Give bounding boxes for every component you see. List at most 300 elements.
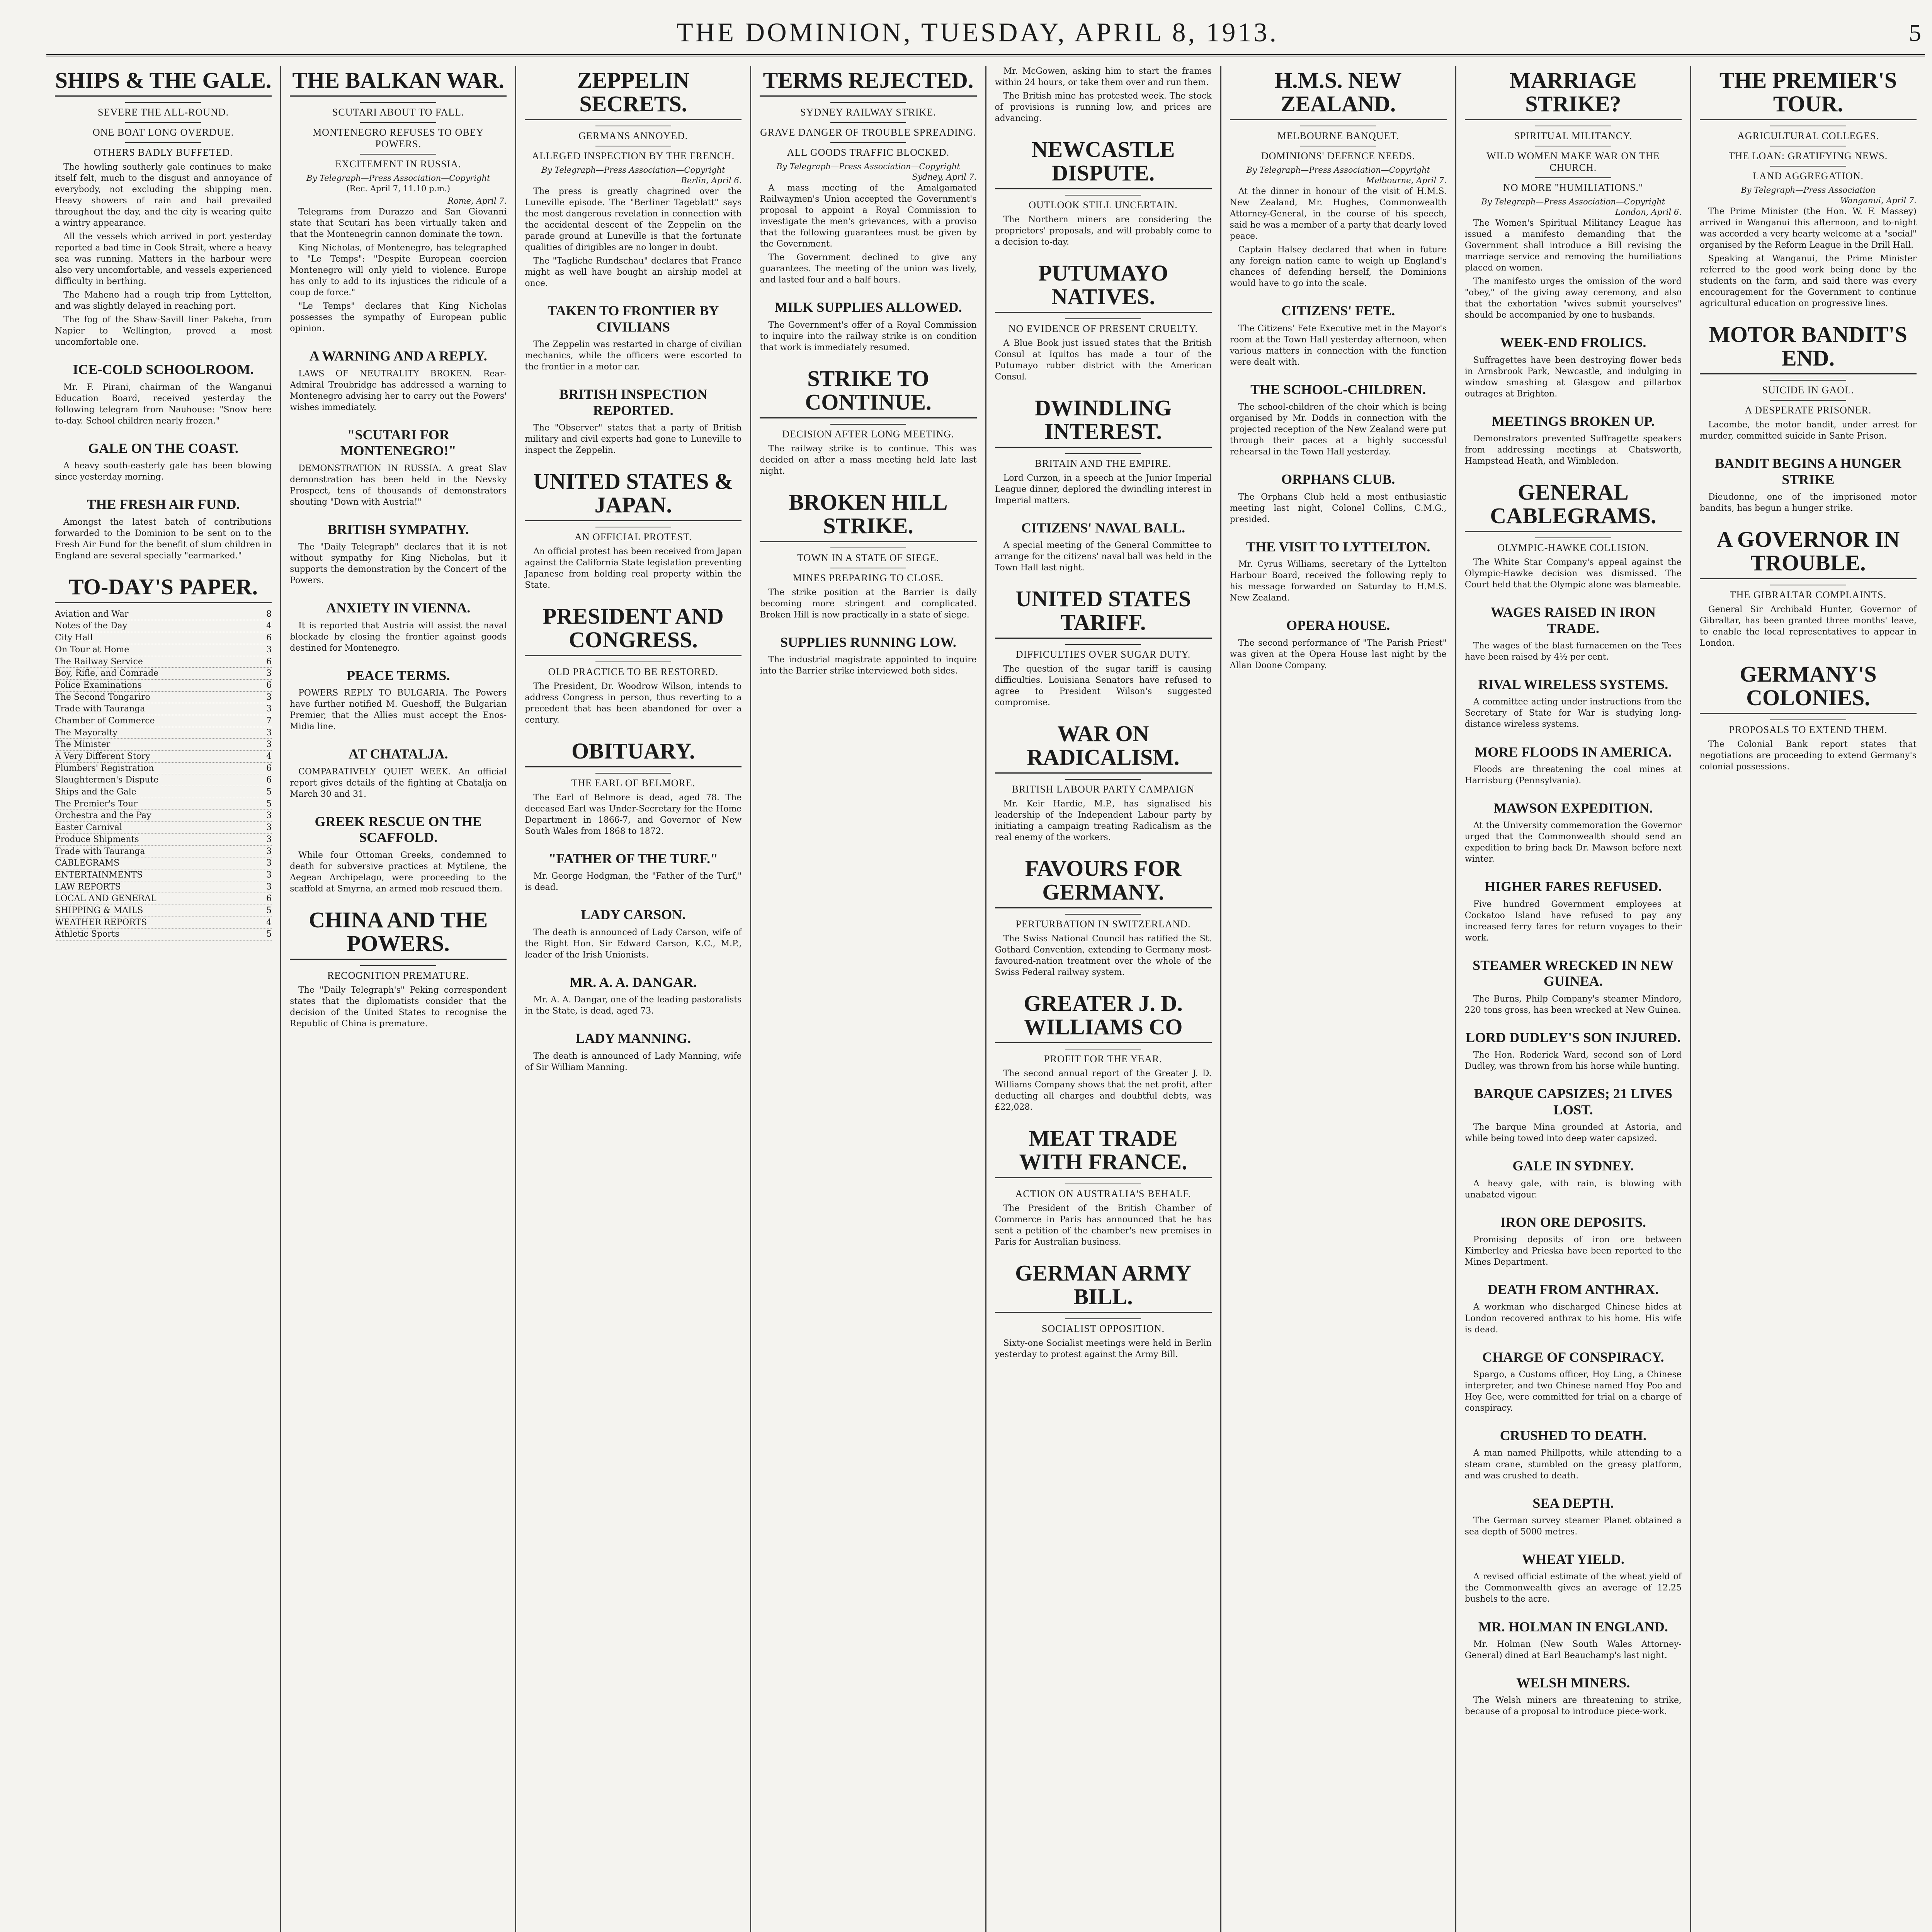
divider-rule xyxy=(1065,1318,1141,1319)
contents-label: Ships and the Gale xyxy=(55,787,136,797)
contents-row xyxy=(55,751,272,763)
subheading: A WARNING AND A REPLY. xyxy=(309,348,487,364)
subheading: GALE ON THE COAST. xyxy=(88,440,238,456)
divider-rule xyxy=(125,142,201,143)
divider-rule xyxy=(830,424,906,425)
byline: By Telegraph—Press Association—Copyright xyxy=(541,165,725,175)
article xyxy=(760,367,976,477)
article xyxy=(525,303,742,372)
article xyxy=(1465,604,1682,663)
article xyxy=(1230,471,1447,525)
newspaper-columns xyxy=(46,66,1925,1932)
article xyxy=(290,668,507,733)
paragraph: Speaking at Wanganui, the Prime Minister referred to the good work being done by the students on the farm, and said there was every encouragement for the Government to continue agricultural education on progressive lines. xyxy=(1699,254,1917,309)
paragraph: The White Star Company's appeal against the Olympic-Hawke decision was dismissed. The Court held that the Olympic alone was blameable. xyxy=(1464,558,1682,590)
article xyxy=(760,299,976,353)
article xyxy=(55,362,272,427)
subheading: MEETINGS BROKEN UP. xyxy=(1492,413,1655,429)
paragraph: The Women's Spiritual Militancy League has issued a manifesto demanding that the Government shall introduce a Bill revising the marriage service and removing the humiliations placed on women. xyxy=(1464,218,1682,273)
headline: DWINDLING INTEREST. xyxy=(995,396,1212,448)
subheading: LADY CARSON. xyxy=(581,907,686,923)
paragraph: Mr. Keir Hardie, M.P., has signalised his leadership of the Independent Labour party by initiating a campaign treating Radicalism as the real enemy of the workers. xyxy=(995,799,1212,843)
subheading: AT CHATALJA. xyxy=(349,746,448,762)
deck-line: NO MORE "HUMILIATIONS." xyxy=(1503,182,1643,193)
subheading: LORD DUDLEY'S SON INJURED. xyxy=(1466,1029,1681,1045)
article xyxy=(1465,1030,1682,1072)
contents-label: SHIPPING & MAILS xyxy=(55,905,143,915)
byline: By Telegraph—Press Association—Copyright xyxy=(1481,197,1665,206)
subheading: SEA DEPTH. xyxy=(1532,1495,1614,1511)
deck-line: PERTURBATION IN SWITZERLAND. xyxy=(1015,918,1191,930)
article xyxy=(290,427,507,508)
paragraph: DEMONSTRATION IN RUSSIA. A great Slav demonstration has been held in the Nevsky Prospect, tens of thousands of demonstrators shouting "Down with Austria!" xyxy=(290,463,507,507)
paragraph: The press is greatly chagrined over the Luneville episode. The "Berliner Tageblatt" says the most dangerous revelation in connection with the accidental descent of the Zeppelin on the parade ground at Luneville is that the fortunate qualities of dirigibles are no longer in doubt. xyxy=(525,187,742,253)
article xyxy=(55,440,272,483)
article xyxy=(525,69,742,289)
deck-line: ACTION ON AUSTRALIA'S BEHALF. xyxy=(1015,1188,1191,1199)
paragraph: Mr. F. Pirani, chairman of the Wanganui Education Board, received yesterday the following telegram from Nauhouse: "Snow here to-day. School children nearly frozen." xyxy=(55,382,272,426)
article xyxy=(1465,800,1682,865)
article xyxy=(1465,413,1682,467)
headline: OBITUARY. xyxy=(525,740,742,767)
byline: By Telegraph—Press Association—Copyright xyxy=(1246,165,1430,175)
paragraph: Mr. A. A. Dangar, one of the leading pastoralists in the State, is dead, aged 73. xyxy=(525,995,742,1016)
article xyxy=(55,575,272,940)
subheading: HIGHER FARES REFUSED. xyxy=(1485,879,1662,895)
paragraph: The President of the British Chamber of Commerce in Paris has announced that he has sent a petition of the chamber's new premises in Paris for Australian business. xyxy=(995,1203,1212,1247)
divider-rule xyxy=(360,154,436,155)
paragraph: Telegrams from Durazzo and San Giovanni state that Scutari has been virtually taken and that the Montenegrin cannon dominate the town. xyxy=(290,207,507,240)
article xyxy=(525,605,742,726)
contents-row xyxy=(55,727,272,739)
subheading: THE VISIT TO LYTTELTON. xyxy=(1246,539,1430,554)
contents-label: Notes of the Day xyxy=(55,621,128,631)
paragraph: The British mine has protested week. The stock of provisions is running low, and prices are advancing. xyxy=(995,91,1212,124)
paragraph: The railway strike is to continue. This was decided on after a mass meeting held late last night. xyxy=(760,444,977,476)
paragraph: The President, Dr. Woodrow Wilson, intends to address Congress in person, thus reverting to a precedent that has been abandoned for over a century. xyxy=(525,681,742,725)
subheading: WHEAT YIELD. xyxy=(1522,1551,1625,1567)
headline: PRESIDENT AND CONGRESS. xyxy=(525,605,742,656)
deck-line: MONTENEGRO REFUSES TO OBEY POWERS. xyxy=(313,126,484,150)
deck-line: MELBOURNE BANQUET. xyxy=(1277,130,1399,141)
paragraph: The Burns, Philp Company's steamer Mindoro, 220 tons gross, has been wrecked at New Guinea. xyxy=(1464,994,1682,1015)
paragraph: The Swiss National Council has ratified the St. Gothard Convention, extending to Germany most-favoured-nation treatment over the whole of the Swiss Federal railway system. xyxy=(995,934,1212,977)
deck-line: DOMINIONS' DEFENCE NEEDS. xyxy=(1261,150,1415,162)
subheading: THE FRESH AIR FUND. xyxy=(87,497,240,512)
contents-row xyxy=(55,656,272,668)
paragraph: Mr. Holman (New South Wales Attorney-General) dined at Earl Beauchamp's last night. xyxy=(1464,1639,1682,1660)
subheading: MR. A. A. DANGAR. xyxy=(570,974,697,990)
deck-line: SOCIALIST OPPOSITION. xyxy=(1042,1323,1165,1334)
subheading: CRUSHED TO DEATH. xyxy=(1500,1428,1646,1444)
deck-line: WILD WOMEN MAKE WAR ON THE CHURCH. xyxy=(1486,150,1660,173)
contents-row xyxy=(55,929,272,940)
subheading: GREEK RESCUE ON THE SCAFFOLD. xyxy=(315,813,482,845)
headline: UNITED STATES TARIFF. xyxy=(995,587,1212,639)
divider-rule xyxy=(830,102,906,103)
divider-rule xyxy=(1770,400,1846,401)
paragraph: The Maheno had a rough trip from Lyttelton, and was slightly delayed in reaching port. xyxy=(55,290,272,311)
article xyxy=(995,857,1212,978)
byline: By Telegraph—Press Association—Copyright xyxy=(776,162,960,171)
contents-label: The Railway Service xyxy=(55,656,143,667)
article xyxy=(995,520,1212,573)
article xyxy=(760,69,976,286)
article xyxy=(290,348,507,413)
article xyxy=(995,396,1212,506)
deck-line: ONE BOAT LONG OVERDUE. xyxy=(92,126,234,138)
deck-line: DIFFICULTIES OVER SUGAR DUTY. xyxy=(1015,649,1191,660)
paragraph: The Citizens' Fete Executive met in the Mayor's room at the Town Hall yesterday afternoon, when various matters in connection with the function were dealt with. xyxy=(1230,323,1447,367)
article xyxy=(290,69,507,334)
contents-label: Orchestra and the Pay xyxy=(55,811,151,821)
article xyxy=(1465,1086,1682,1144)
contents-label: On Tour at Home xyxy=(55,645,129,655)
article xyxy=(995,1262,1212,1360)
article xyxy=(1465,1282,1682,1335)
contents-page: 3 xyxy=(266,668,272,679)
article xyxy=(525,386,742,456)
paragraph: The second performance of "The Parish Priest" was given at the Opera House last night by the Allan Doone Company. xyxy=(1230,638,1447,670)
paragraph: The Government's offer of a Royal Commission to inquire into the railway strike is on condition that work is immediately resumed. xyxy=(760,320,977,352)
contents-label: Easter Carnival xyxy=(55,823,122,833)
article xyxy=(290,746,507,799)
paragraph: Mr. Cyrus Williams, secretary of the Lyttelton Harbour Board, received the following reply to his message forwarded on Saturday to H.M.S. New Zealand. xyxy=(1230,560,1447,603)
paragraph: The Zeppelin was restarted in charge of civilian mechanics, while the officers were escorted to the frontier in a motor car. xyxy=(525,340,742,372)
headline: CHINA AND THE POWERS. xyxy=(290,908,507,960)
paragraph: Captain Halsey declared that when in future any foreign nation came to weigh up England's chances of defending herself, the Dominions would have to go into the scale. xyxy=(1230,245,1447,289)
contents-row xyxy=(55,881,272,893)
paragraph: Mr. George Hodgman, the "Father of the Turf," is dead. xyxy=(525,871,742,893)
divider-rule xyxy=(360,965,436,966)
headline: UNITED STATES & JAPAN. xyxy=(525,470,742,521)
dateline: London, April 6. xyxy=(1615,207,1682,217)
column-1 xyxy=(46,66,281,1932)
headline: GENERAL CABLEGRAMS. xyxy=(1465,481,1682,532)
subheading: IRON ORE DEPOSITS. xyxy=(1500,1214,1646,1230)
deck-line: A DESPERATE PRISONER. xyxy=(1745,405,1872,416)
paragraph: The Earl of Belmore is dead, aged 78. The deceased Earl was Under-Secretary for the Home Department in 1866-7, and Governor of New South Wales from 1868 to 1872. xyxy=(525,793,742,836)
contents-label: The Minister xyxy=(55,740,111,750)
article xyxy=(995,1127,1212,1248)
dateline: Melbourne, April 7. xyxy=(1366,176,1447,185)
divider-rule xyxy=(830,122,906,123)
contents-row xyxy=(55,774,272,786)
article xyxy=(760,634,976,677)
headline: TERMS REJECTED. xyxy=(760,69,976,97)
divider-rule xyxy=(1065,914,1141,915)
divider-rule xyxy=(360,102,436,103)
deck-line: MINES PREPARING TO CLOSE. xyxy=(793,572,944,583)
masthead xyxy=(46,12,1925,56)
paragraph: COMPARATIVELY QUIET WEEK. An official report gives details of the fighting at Chatalja on March 30 and 31. xyxy=(290,767,507,799)
article xyxy=(1700,528,1917,649)
subheading: ICE-COLD SCHOOLROOM. xyxy=(73,362,254,378)
subheading: CITIZENS' NAVAL BALL. xyxy=(1021,520,1185,536)
contents-page: 6 xyxy=(266,633,272,643)
article xyxy=(995,992,1212,1113)
contents-row xyxy=(55,857,272,869)
subheading: BRITISH SYMPATHY. xyxy=(327,521,469,537)
article xyxy=(1700,663,1917,772)
paragraph: The death is announced of Lady Carson, wife of the Right Hon. Sir Edward Carson, K.C., M.P., leader of the Irish Unionists. xyxy=(525,927,742,960)
paragraph: The manifesto urges the omission of the word "obey," of the giving away ceremony, and also that the exhortation "wives submit yourselves" should be accompanied by one to husbands. xyxy=(1464,277,1682,320)
headline: GREATER J. D. WILLIAMS CO xyxy=(995,992,1212,1043)
paragraph: Spargo, a Customs officer, Hoy Ling, a Chinese interpreter, and two Chinese named Hoy Poo and Hoy Gee, were committed for trial on a charge of conspiracy. xyxy=(1464,1369,1682,1413)
deck-line: SYDNEY RAILWAY STRIKE. xyxy=(800,106,936,118)
contents-page: 3 xyxy=(266,858,272,868)
contents-row xyxy=(55,703,272,715)
deck-line: THE LOAN: GRATIFYING NEWS. xyxy=(1728,150,1888,162)
article xyxy=(1465,69,1682,321)
paragraph: It is reported that Austria will assist the naval blockade by closing the frontier against goods destined for Montenegro. xyxy=(290,621,507,653)
deck-line: SUICIDE IN GAOL. xyxy=(1762,384,1854,396)
column-2 xyxy=(281,66,516,1932)
column-7 xyxy=(1456,66,1691,1932)
headline: TO-DAY'S PAPER. xyxy=(55,575,272,603)
deck-line: PROPOSALS TO EXTEND THEM. xyxy=(1729,724,1888,735)
contents-row xyxy=(55,620,272,632)
paragraph: The industrial magistrate appointed to inquire into the Barrier strike interviewed both sides. xyxy=(760,655,977,676)
contents-row xyxy=(55,834,272,846)
paragraph: General Sir Archibald Hunter, Governor of Gibraltar, has been granted three months' leave, to enable the local representatives to appear in London. xyxy=(1699,604,1917,648)
paragraph: The Colonial Bank report states that negotiations are proceeding to extend Germany's colonial possessions. xyxy=(1699,739,1917,772)
headline: SHIPS & THE GALE. xyxy=(55,69,272,97)
headline: NEWCASTLE DISPUTE. xyxy=(995,138,1212,189)
subheading: MORE FLOODS IN AMERICA. xyxy=(1475,744,1672,760)
contents-row xyxy=(55,609,272,621)
paragraph: The death is announced of Lady Manning, wife of Sir William Manning. xyxy=(525,1051,742,1072)
paragraph: POWERS REPLY TO BULGARIA. The Powers have further notified M. Gueshoff, the Bulgarian Premier, that the Allies must accept the Enos-Midia line. xyxy=(290,688,507,732)
paragraph: Mr. McGowen, asking him to start the frames within 24 hours, or take them over and run them. xyxy=(995,66,1212,88)
article xyxy=(1230,303,1447,368)
contents-page: 3 xyxy=(266,870,272,880)
subheading: CITIZENS' FETE. xyxy=(1281,303,1395,319)
column-4 xyxy=(751,66,986,1932)
contents-label: The Premier's Tour xyxy=(55,799,138,809)
deck-line: AN OFFICIAL PROTEST. xyxy=(574,531,692,543)
deck-line: LAND AGGREGATION. xyxy=(1752,170,1864,182)
headline: GERMAN ARMY BILL. xyxy=(995,1262,1212,1313)
paragraph: The second annual report of the Greater J. D. Williams Company shows that the net profit, after deducting all charges and doubtful debts, was £22,028. xyxy=(995,1068,1212,1112)
subheading: MILK SUPPLIES ALLOWED. xyxy=(774,299,962,315)
contents-label: City Hall xyxy=(55,633,93,643)
divider-rule xyxy=(1065,318,1141,319)
article xyxy=(290,814,507,895)
contents-page: 4 xyxy=(266,752,272,762)
contents-row xyxy=(55,632,272,644)
divider-rule xyxy=(1535,177,1611,178)
deck-line: PROFIT FOR THE YEAR. xyxy=(1044,1053,1162,1065)
article xyxy=(1230,382,1447,458)
divider-rule xyxy=(1065,644,1141,645)
subheading: TAKEN TO FRONTIER BY CIVILIANS xyxy=(548,303,719,335)
divider-rule xyxy=(830,142,906,143)
deck-line: THE EARL OF BELMORE. xyxy=(571,777,696,789)
article xyxy=(995,138,1212,248)
article xyxy=(55,69,272,348)
subheading: MR. HOLMAN IN ENGLAND. xyxy=(1478,1619,1668,1634)
deck-line: NO EVIDENCE OF PRESENT CRUELTY. xyxy=(1008,323,1198,334)
article xyxy=(525,740,742,837)
paragraph: Sixty-one Socialist meetings were held in Berlin yesterday to protest against the Army Bill. xyxy=(995,1338,1212,1359)
paragraph: A committee acting under instructions from the Secretary of State for War is studying long-distance wireless systems. xyxy=(1464,697,1682,730)
headline: BROKEN HILL STRIKE. xyxy=(760,491,976,542)
contents-label: Trade with Tauranga xyxy=(55,704,145,714)
contents-row xyxy=(55,786,272,798)
deck-line: RECOGNITION PREMATURE. xyxy=(327,969,469,981)
article xyxy=(1465,1428,1682,1481)
contents-label: LOCAL AND GENERAL xyxy=(55,894,156,904)
article xyxy=(525,907,742,960)
contents-label: The Mayoralty xyxy=(55,728,118,738)
paragraph: The Orphans Club held a most enthusiastic meeting last night, Colonel Collins, C.M.G., presided. xyxy=(1230,492,1447,524)
contents-page: 6 xyxy=(266,894,272,904)
article xyxy=(1465,1619,1682,1661)
article xyxy=(995,587,1212,708)
contents-row xyxy=(55,917,272,929)
received-time: (Rec. April 7, 11.10 p.m.) xyxy=(346,184,451,194)
contents-page: 8 xyxy=(266,609,272,619)
contents-label: ENTERTAINMENTS xyxy=(55,870,143,880)
paragraph: While four Ottoman Greeks, condemned to death for subversive practices at Mytilene, the Aegean Archipelago, were proceeding to the scaffold at Smyrna, an armed mob rescued them. xyxy=(290,850,507,894)
contents-page: 4 xyxy=(266,621,272,631)
contents-label: Trade with Tauranga xyxy=(55,846,145,856)
contents-page: 4 xyxy=(266,917,272,927)
contents-label: A Very Different Story xyxy=(55,752,150,762)
paragraph: Floods are threatening the coal mines at Harrisburg (Pennsylvania). xyxy=(1464,764,1682,786)
contents-row xyxy=(55,869,272,881)
newspaper-title: THE DOMINION, TUESDAY, APRIL 8, 1913. xyxy=(677,18,1279,48)
paragraph: A workman who discharged Chinese hides at London recovered anthrax to his home. His wife is dead. xyxy=(1464,1302,1682,1335)
deck-line: AGRICULTURAL COLLEGES. xyxy=(1737,130,1879,141)
deck-line: BRITISH LABOUR PARTY CAMPAIGN xyxy=(1012,783,1195,795)
contents-label: Slaughtermen's Dispute xyxy=(55,775,159,785)
article xyxy=(995,722,1212,843)
paragraph: A revised official estimate of the wheat yield of the Commonwealth gives an average of 12.25 bushels to the acre. xyxy=(1464,1572,1682,1604)
contents-page: 3 xyxy=(266,645,272,655)
contents-label: Police Examinations xyxy=(55,680,142,690)
contents-page: 3 xyxy=(266,704,272,714)
deck-line: OLYMPIC-HAWKE COLLISION. xyxy=(1497,542,1649,554)
subheading: STEAMER WRECKED IN NEW GUINEA. xyxy=(1473,957,1674,989)
headline: THE BALKAN WAR. xyxy=(290,69,507,97)
subheading: RIVAL WIRELESS SYSTEMS. xyxy=(1478,677,1668,692)
contents-page: 6 xyxy=(266,680,272,690)
article xyxy=(1465,1551,1682,1605)
article xyxy=(55,497,272,561)
contents-page: 6 xyxy=(266,656,272,667)
article xyxy=(1465,1675,1682,1717)
contents-page: 7 xyxy=(266,716,272,726)
contents-page: 5 xyxy=(266,905,272,915)
article xyxy=(525,851,742,893)
paragraph: At the University commemoration the Governor urged that the Commonwealth should send an expedition to bring back Dr. Mawson before next winter. xyxy=(1464,821,1682,864)
article xyxy=(1700,323,1917,442)
paragraph: Five hundred Government employees at Cockatoo Island have refused to pay any increased ferry fares for return voyages to their work. xyxy=(1464,899,1682,943)
subheading: SUPPLIES RUNNING LOW. xyxy=(780,634,956,650)
contents-label: Boy, Rifle, and Comrade xyxy=(55,668,159,679)
column-6 xyxy=(1221,66,1456,1932)
paragraph: All the vessels which arrived in port yesterday reported a bad time in Cook Strait, where a heavy sea was running. Matters in the harbour were also very uncomfortable, and vessels experienced difficulty in berthing. xyxy=(55,232,272,287)
contents-row xyxy=(55,692,272,704)
paragraph: "Le Temps" declares that King Nicholas possesses the sympathy of European public opinion. xyxy=(290,301,507,334)
headline: ZEPPELIN SECRETS. xyxy=(525,69,742,120)
deck-line: OTHERS BADLY BUFFETED. xyxy=(94,146,233,158)
column-3 xyxy=(516,66,751,1932)
headline: A GOVERNOR IN TROUBLE. xyxy=(1700,528,1917,579)
contents-label: Plumbers' Registration xyxy=(55,763,154,773)
paragraph: A special meeting of the General Committee to arrange for the citizens' naval ball was held in the Town Hall last night. xyxy=(995,541,1212,573)
contents-row xyxy=(55,739,272,751)
divider-rule xyxy=(1065,453,1141,454)
deck-line: SCUTARI ABOUT TO FALL. xyxy=(332,106,464,118)
deck-line: ALLEGED INSPECTION BY THE FRENCH. xyxy=(532,150,735,162)
divider-rule xyxy=(1770,166,1846,167)
paragraph: The school-children of the choir which is being organised by Mr. Dodds in connection with the projected reception of the New Zealand were put through their paces at a highly successful rehearsal in the Town Hall yesterday. xyxy=(1230,402,1447,457)
subheading: WAGES RAISED IN IRON TRADE. xyxy=(1490,604,1656,636)
paragraph: The barque Mina grounded at Astoria, and while being towed into deep water capsized. xyxy=(1464,1122,1682,1144)
divider-rule xyxy=(125,122,201,123)
subheading: WELSH MINERS. xyxy=(1516,1675,1630,1690)
column-8 xyxy=(1691,66,1925,1932)
paragraph: The Hon. Roderick Ward, second son of Lord Dudley, was thrown from his horse while hunting. xyxy=(1464,1050,1682,1071)
headline: WAR ON RADICALISM. xyxy=(995,722,1212,774)
subheading: LADY MANNING. xyxy=(575,1031,691,1046)
article xyxy=(1700,456,1917,514)
paragraph: A heavy south-easterly gale has been blowing since yesterday morning. xyxy=(55,461,272,482)
paragraph: The Government declined to give any guarantees. The meeting of the union was lively, and lasted four and a half hours. xyxy=(760,253,977,285)
headline: MARRIAGE STRIKE? xyxy=(1465,69,1682,120)
contents-page: 3 xyxy=(266,728,272,738)
article xyxy=(995,66,1212,124)
paragraph: The "Tagliche Rundschau" declares that France might as well have bought an airship model at once. xyxy=(525,256,742,289)
paragraph: At the dinner in honour of the visit of H.M.S. New Zealand, Mr. Hughes, Commonwealth Attorney-General, in the course of his speech, said he was a member of a party that dearly loved peace. xyxy=(1230,187,1447,242)
contents-label: CABLEGRAMS xyxy=(55,858,120,868)
subheading: OPERA HOUSE. xyxy=(1286,617,1390,633)
contents-label: Chamber of Commerce xyxy=(55,716,155,726)
contents-row xyxy=(55,763,272,775)
column-5 xyxy=(986,66,1221,1932)
paragraph: Demonstrators prevented Suffragette speakers from addressing meetings at Chatsworth, Hampstead Heath, and Wimbledon. xyxy=(1464,434,1682,466)
article xyxy=(290,522,507,587)
paragraph: The "Daily Telegraph" declares that it is not without sympathy for King Nicholas, but it supports the demonstration by the Concert of the Powers. xyxy=(290,542,507,586)
contents-page: 5 xyxy=(266,929,272,939)
subheading: BARQUE CAPSIZES; 21 LIVES LOST. xyxy=(1474,1086,1672,1117)
paragraph: King Nicholas, of Montenegro, has telegraphed to "Le Temps": "Despite European coercion Montenegro will only yield to violence. Europe has only to add to its injustices the ridicule of a coup de force." xyxy=(290,243,507,298)
headline: H.M.S. NEW ZEALAND. xyxy=(1230,69,1447,120)
paragraph: The Northern miners are considering the proprietors' proposals, and will probably come to a decision to-day. xyxy=(995,214,1212,247)
paragraph: Lord Curzon, in a speech at the Junior Imperial League dinner, deplored the dwindling interest in Imperial matters. xyxy=(995,473,1212,505)
contents-row xyxy=(55,905,272,917)
paragraph: The question of the sugar tariff is causing difficulties. Louisiana Senators have refused to agree to President Wilson's suggested compromise. xyxy=(995,664,1212,708)
paragraph: Dieudonne, one of the imprisoned motor bandits, has begun a hunger strike. xyxy=(1699,492,1917,513)
contents-page: 3 xyxy=(266,846,272,856)
paragraph: LAWS OF NEUTRALITY BROKEN. Rear-Admiral Troubridge has addressed a warning to Montenegro advising her to carry out the Powers' wishes immediately. xyxy=(290,369,507,412)
paragraph: The wages of the blast furnacemen on the Tees have been raised by 4½ per cent. xyxy=(1464,641,1682,662)
subheading: BRITISH INSPECTION REPORTED. xyxy=(559,386,707,418)
headline: THE PREMIER'S TOUR. xyxy=(1700,69,1917,120)
subheading: "SCUTARI FOR MONTENEGRO!" xyxy=(340,427,456,459)
paragraph: An official protest has been received from Japan against the California State legislation preventing Japanese from holding real property within the State. xyxy=(525,546,742,590)
paragraph: Promising deposits of iron ore between Kimberley and Prieska have been reported to the Mines Department. xyxy=(1464,1235,1682,1267)
contents-row xyxy=(55,810,272,822)
paragraph: The Prime Minister (the Hon. W. F. Massey) arrived in Wanganui this afternoon, and to-night was accorded a very hearty welcome at a "social" organised by the Reform League in the Drill Hall. xyxy=(1699,207,1917,250)
article xyxy=(760,491,976,621)
byline: By Telegraph—Press Association xyxy=(1741,185,1876,195)
article xyxy=(1465,677,1682,730)
deck-line: THE GIBRALTAR COMPLAINTS. xyxy=(1730,589,1887,600)
